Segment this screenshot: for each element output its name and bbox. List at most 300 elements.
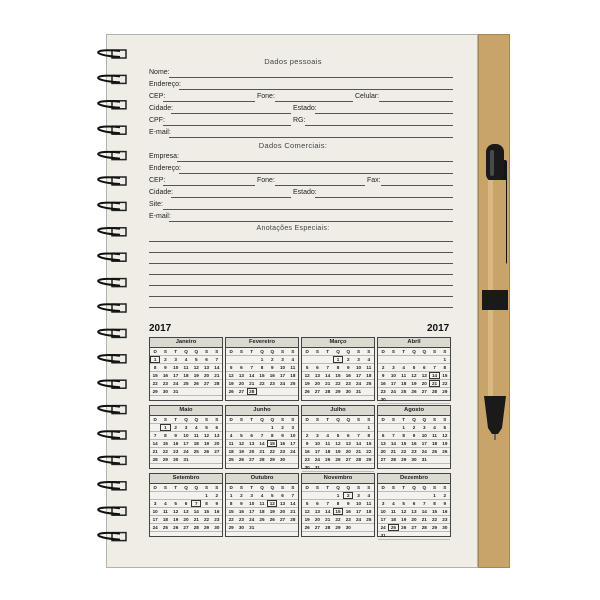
day-cell: 30 xyxy=(304,465,310,470)
day-cell: 26 xyxy=(238,457,244,462)
day-cell: 28 xyxy=(259,457,265,462)
day-cell: 24 xyxy=(355,381,362,386)
day-cell: 9 xyxy=(381,373,385,378)
day-cell: 14 xyxy=(325,509,331,514)
day-cell: 24 xyxy=(421,449,427,454)
weekday-label: D xyxy=(153,349,157,354)
day-cell: 16 xyxy=(345,373,351,378)
day-cell: 26 xyxy=(411,389,417,394)
day-cell: 6 xyxy=(240,365,243,370)
weekday-label: S xyxy=(357,349,361,354)
day-cell: 26 xyxy=(228,389,234,394)
weekday-label: Q xyxy=(346,349,351,354)
weekday-label: S xyxy=(239,417,243,422)
day-cell: 17 xyxy=(249,509,255,514)
day-cell: 14 xyxy=(390,441,396,446)
month-name: Junho xyxy=(226,406,298,416)
day-cell: 8 xyxy=(260,365,264,370)
day-cell: 25 xyxy=(162,525,168,530)
day-cell: 18 xyxy=(325,449,331,454)
day-cell: 16 xyxy=(269,373,275,378)
day-cell: 2 xyxy=(281,425,284,430)
day-cell: 17 xyxy=(173,373,179,378)
day-cell: 3 xyxy=(316,433,319,438)
day-cell: 14 xyxy=(325,373,331,378)
day-cell: 21 xyxy=(214,373,220,378)
day-cell: 5 xyxy=(305,365,309,370)
day-cell: 19 xyxy=(304,517,310,522)
weekday-label: Q xyxy=(270,417,275,422)
weekday-label: Q xyxy=(412,485,416,490)
day-cell: 25 xyxy=(366,517,372,522)
day-cell: 3 xyxy=(392,365,395,370)
day-cell: 31 xyxy=(380,533,386,538)
field-company: Empresa: xyxy=(149,153,179,160)
day-cell: 15 xyxy=(442,373,448,378)
day-cell: 7 xyxy=(392,433,395,438)
weekday-label: Q xyxy=(336,485,340,490)
day-cell: 10 xyxy=(355,501,362,506)
day-cell: 2 xyxy=(346,357,350,362)
day-cell: 22 xyxy=(335,517,341,522)
day-cell: 15 xyxy=(431,509,438,514)
day-cell: 12 xyxy=(401,509,407,514)
day-cell: 1 xyxy=(367,425,371,430)
day-cell: 1 xyxy=(150,356,160,363)
day-cell: 17 xyxy=(355,373,362,378)
day-cell: 11 xyxy=(401,373,407,378)
weekday-label: Q xyxy=(412,417,416,422)
day-cell: 15 xyxy=(333,508,343,515)
day-cell: 12 xyxy=(442,433,448,438)
day-cell: 21 xyxy=(290,509,296,514)
day-cell: 16 xyxy=(411,441,417,446)
weekday-label: D xyxy=(381,417,385,422)
day-cell: 27 xyxy=(238,389,244,394)
day-cell: 4 xyxy=(392,501,395,506)
day-cell: 23 xyxy=(173,449,179,454)
day-cell: 19 xyxy=(173,517,179,522)
day-cell: 13 xyxy=(421,373,427,378)
weekday-label: T xyxy=(174,349,178,354)
day-cell: 14 xyxy=(214,365,220,370)
day-cell: 15 xyxy=(203,509,210,514)
day-cell: 3 xyxy=(174,357,177,362)
day-cell: 18 xyxy=(366,509,372,514)
day-cell: 30 xyxy=(442,525,448,530)
day-cell: 20 xyxy=(421,381,427,386)
day-cell: 28 xyxy=(290,517,296,522)
day-cell: 7 xyxy=(291,493,295,498)
day-cell: 9 xyxy=(346,365,350,370)
day-cell: 28 xyxy=(355,457,362,462)
day-cell: 3 xyxy=(281,357,284,362)
weekday-label: S xyxy=(281,485,285,490)
day-cell: 23 xyxy=(442,517,448,522)
weekday-label: S xyxy=(281,417,285,422)
day-cell: 19 xyxy=(269,509,275,514)
day-cell: 28 xyxy=(390,457,396,462)
day-cell: 11 xyxy=(162,509,168,514)
day-cell: 7 xyxy=(433,365,436,370)
month-name: Novembro xyxy=(302,474,374,484)
day-cell: 24 xyxy=(314,457,320,462)
weekday-label: S xyxy=(315,417,319,422)
weekday-label: D xyxy=(305,417,309,422)
day-cell: 17 xyxy=(279,373,286,378)
day-cell: 23 xyxy=(304,457,310,462)
day-cell: 24 xyxy=(390,389,396,394)
day-cell: 4 xyxy=(229,433,233,438)
day-cell: 27 xyxy=(345,457,351,462)
day-cell: 3 xyxy=(291,425,295,430)
day-cell: 5 xyxy=(412,365,416,370)
weekday-label: S xyxy=(357,417,361,422)
day-cell: 11 xyxy=(183,365,189,370)
day-cell: 16 xyxy=(238,509,244,514)
day-cell: 9 xyxy=(270,365,274,370)
day-cell: 1 xyxy=(229,493,233,498)
day-cell: 12 xyxy=(411,373,417,378)
day-cell: 14 xyxy=(355,441,362,446)
day-cell: 21 xyxy=(429,380,439,387)
day-cell: 22 xyxy=(442,381,448,386)
weekday-label: S xyxy=(163,417,167,422)
day-cell: 23 xyxy=(214,517,220,522)
field-site: Site: xyxy=(149,201,164,208)
day-cell: 28 xyxy=(325,389,331,394)
day-cell: 10 xyxy=(355,365,362,370)
day-cell: 27 xyxy=(203,381,210,386)
day-cell: 2 xyxy=(343,492,353,499)
day-cell: 30 xyxy=(162,389,168,394)
day-cell: 1 xyxy=(336,493,340,498)
weekday-label: Q xyxy=(260,417,264,422)
day-cell: 24 xyxy=(173,381,179,386)
day-cell: 6 xyxy=(316,501,319,506)
day-cell: 11 xyxy=(193,433,199,438)
weekday-label: S xyxy=(239,349,243,354)
weekday-label: Q xyxy=(346,485,351,490)
day-cell: 23 xyxy=(345,381,351,386)
day-cell: 25 xyxy=(401,389,407,394)
weekday-label: Q xyxy=(194,417,199,422)
weekday-label: S xyxy=(443,485,447,490)
day-cell: 28 xyxy=(247,388,257,395)
field-cpf: CPF: xyxy=(149,117,165,124)
commercial-data-title: Dados Comerciais: xyxy=(258,141,328,150)
day-cell: 17 xyxy=(290,441,296,446)
day-cell: 20 xyxy=(380,449,386,454)
day-cell: 20 xyxy=(314,381,320,386)
month-name: Fevereiro xyxy=(226,338,298,348)
day-cell: 10 xyxy=(390,373,396,378)
day-cell: 10 xyxy=(183,433,189,438)
day-cell: 20 xyxy=(203,373,210,378)
day-cell: 2 xyxy=(305,433,309,438)
day-cell: 20 xyxy=(345,449,351,454)
day-cell: 16 xyxy=(380,381,386,386)
weekday-label: T xyxy=(174,485,178,490)
day-cell: 22 xyxy=(203,517,210,522)
day-cell: 31 xyxy=(183,457,189,462)
year-left: 2017 xyxy=(149,323,172,334)
day-cell: 20 xyxy=(183,517,189,522)
day-cell: 1 xyxy=(205,493,208,498)
day-cell: 25 xyxy=(388,524,398,531)
day-cell: 21 xyxy=(325,517,331,522)
day-cell: 6 xyxy=(422,365,426,370)
day-cell: 23 xyxy=(411,449,417,454)
day-cell: 13 xyxy=(345,441,351,446)
day-cell: 4 xyxy=(367,357,371,362)
month-name: Agosto xyxy=(378,406,450,416)
field-com-phone: Fone: xyxy=(257,177,275,184)
day-cell: 21 xyxy=(325,381,331,386)
day-cell: 3 xyxy=(153,501,157,506)
day-cell: 27 xyxy=(411,525,417,530)
day-cell: 20 xyxy=(279,509,286,514)
day-cell: 31 xyxy=(355,389,362,394)
field-name: Nome: xyxy=(149,69,170,76)
weekday-label: Q xyxy=(184,417,188,422)
day-cell: 18 xyxy=(390,517,396,522)
day-cell: 14 xyxy=(249,373,255,378)
day-cell: 2 xyxy=(381,365,385,370)
day-cell: 4 xyxy=(194,425,198,430)
day-cell: 24 xyxy=(380,525,386,530)
field-rg: RG: xyxy=(293,117,306,124)
weekday-label: T xyxy=(402,417,406,422)
weekday-label: Q xyxy=(194,485,199,490)
day-cell: 28 xyxy=(325,525,331,530)
month-name: Julho xyxy=(302,406,374,416)
day-cell: 2 xyxy=(215,493,219,498)
day-cell: 26 xyxy=(193,381,199,386)
day-cell: 25 xyxy=(366,381,372,386)
month-name: Dezembro xyxy=(378,474,450,484)
weekday-label: D xyxy=(229,349,233,354)
day-cell: 10 xyxy=(279,365,286,370)
weekday-label: D xyxy=(153,485,157,490)
day-cell: 4 xyxy=(260,493,264,498)
day-cell: 1 xyxy=(402,425,405,430)
day-cell: 5 xyxy=(205,425,208,430)
day-cell: 1 xyxy=(270,425,274,430)
day-cell: 6 xyxy=(316,365,319,370)
day-cell: 21 xyxy=(152,449,158,454)
day-cell: 26 xyxy=(203,449,210,454)
day-cell: 8 xyxy=(229,501,233,506)
field-cep: CEP: xyxy=(149,93,166,100)
day-cell: 2 xyxy=(270,357,274,362)
day-cell: 17 xyxy=(380,517,386,522)
day-cell: 31 xyxy=(314,465,320,470)
month-name: Maio xyxy=(150,406,222,416)
day-cell: 14 xyxy=(152,441,158,446)
day-cell: 23 xyxy=(269,381,275,386)
day-cell: 18 xyxy=(366,373,372,378)
day-cell: 10 xyxy=(290,433,296,438)
day-cell: 25 xyxy=(193,449,199,454)
day-cell: 4 xyxy=(402,365,405,370)
day-cell: 28 xyxy=(214,381,220,386)
day-cell: 12 xyxy=(304,509,310,514)
day-cell: 3 xyxy=(357,357,360,362)
day-cell: 13 xyxy=(314,373,320,378)
day-cell: 16 xyxy=(304,449,310,454)
weekday-label: S xyxy=(367,485,371,490)
month-name: Abril xyxy=(378,338,450,348)
day-cell: 13 xyxy=(279,501,286,506)
day-cell: 17 xyxy=(421,441,427,446)
day-cell: 26 xyxy=(173,525,179,530)
day-cell: 16 xyxy=(173,441,179,446)
day-cell: 3 xyxy=(184,425,188,430)
day-cell: 24 xyxy=(279,381,286,386)
day-cell: 6 xyxy=(215,425,219,430)
day-cell: 9 xyxy=(281,433,284,438)
day-cell: 27 xyxy=(214,449,220,454)
weekday-label: Q xyxy=(260,485,264,490)
weekday-label: S xyxy=(291,485,295,490)
day-cell: 10 xyxy=(173,365,179,370)
day-cell: 19 xyxy=(228,381,234,386)
day-cell: 21 xyxy=(355,449,362,454)
day-cell: 26 xyxy=(269,517,275,522)
weekday-label: S xyxy=(315,349,319,354)
day-cell: 28 xyxy=(431,389,438,394)
day-cell: 8 xyxy=(153,365,157,370)
day-cell: 11 xyxy=(290,365,296,370)
day-cell: 7 xyxy=(250,365,253,370)
day-cell: 21 xyxy=(259,449,265,454)
day-cell: 15 xyxy=(267,440,277,447)
weekday-label: Q xyxy=(336,349,340,354)
day-cell: 10 xyxy=(314,441,320,446)
day-cell: 30 xyxy=(279,457,286,462)
day-cell: 10 xyxy=(421,433,427,438)
day-cell: 6 xyxy=(412,501,416,506)
day-cell: 10 xyxy=(249,501,255,506)
field-fax: Fax: xyxy=(367,177,381,184)
day-cell: 24 xyxy=(152,525,158,530)
day-cell: 27 xyxy=(421,389,427,394)
day-cell: 18 xyxy=(259,509,265,514)
day-cell: 22 xyxy=(228,517,234,522)
weekday-label: D xyxy=(153,417,157,422)
weekday-label: Q xyxy=(184,485,188,490)
day-cell: 6 xyxy=(381,433,385,438)
day-cell: 14 xyxy=(429,372,439,379)
day-cell: 3 xyxy=(422,425,426,430)
day-cell: 26 xyxy=(304,525,310,530)
day-cell: 22 xyxy=(269,449,275,454)
day-cell: 20 xyxy=(249,449,255,454)
weekday-label: S xyxy=(239,485,243,490)
day-cell: 18 xyxy=(193,441,199,446)
weekday-label: S xyxy=(281,349,285,354)
weekday-label: Q xyxy=(336,417,340,422)
day-cell: 8 xyxy=(367,433,371,438)
day-cell: 11 xyxy=(325,441,331,446)
weekday-label: T xyxy=(326,417,330,422)
day-cell: 14 xyxy=(290,501,296,506)
weekday-label: T xyxy=(174,417,178,422)
day-cell: 15 xyxy=(366,441,372,446)
day-cell: 7 xyxy=(422,501,426,506)
day-cell: 24 xyxy=(290,449,296,454)
day-cell: 25 xyxy=(290,381,296,386)
day-cell: 25 xyxy=(183,381,189,386)
day-cell: 22 xyxy=(162,449,168,454)
day-cell: 8 xyxy=(336,501,340,506)
day-cell: 27 xyxy=(314,389,320,394)
day-cell: 19 xyxy=(238,449,244,454)
weekday-label: Q xyxy=(260,349,264,354)
day-cell: 9 xyxy=(174,433,177,438)
day-cell: 12 xyxy=(304,373,310,378)
weekday-label: Q xyxy=(422,485,427,490)
special-notes-title: Anotações Especiais: xyxy=(256,225,330,232)
day-cell: 18 xyxy=(183,373,189,378)
day-cell: 17 xyxy=(390,381,396,386)
day-cell: 31 xyxy=(249,525,255,530)
weekday-label: Q xyxy=(270,485,275,490)
day-cell: 8 xyxy=(402,433,405,438)
day-cell: 24 xyxy=(355,517,362,522)
day-cell: 15 xyxy=(152,373,158,378)
day-cell: 18 xyxy=(228,449,234,454)
weekday-label: S xyxy=(433,417,437,422)
day-cell: 5 xyxy=(443,425,447,430)
day-cell: 23 xyxy=(238,517,244,522)
day-cell: 5 xyxy=(174,501,177,506)
day-cell: 12 xyxy=(228,373,234,378)
day-cell: 28 xyxy=(152,457,158,462)
day-cell: 13 xyxy=(214,433,220,438)
day-cell: 1 xyxy=(433,493,436,498)
weekday-label: D xyxy=(229,485,233,490)
day-cell: 6 xyxy=(281,493,284,498)
field-city: Cidade: xyxy=(149,105,174,112)
day-cell: 26 xyxy=(442,449,448,454)
day-cell: 12 xyxy=(193,365,199,370)
day-cell: 30 xyxy=(214,525,220,530)
day-cell: 17 xyxy=(355,509,362,514)
day-cell: 12 xyxy=(335,441,341,446)
day-cell: 11 xyxy=(228,441,234,446)
weekday-label: S xyxy=(315,485,319,490)
weekday-label: T xyxy=(402,349,406,354)
day-cell: 1 xyxy=(333,356,343,363)
day-cell: 6 xyxy=(184,501,188,506)
weekday-label: S xyxy=(291,349,295,354)
day-cell: 13 xyxy=(380,441,386,446)
day-cell: 11 xyxy=(366,501,372,506)
day-cell: 22 xyxy=(366,449,372,454)
weekday-label: Q xyxy=(270,349,275,354)
day-cell: 21 xyxy=(421,517,427,522)
day-cell: 30 xyxy=(345,389,351,394)
day-cell: 19 xyxy=(401,517,407,522)
day-cell: 27 xyxy=(314,525,320,530)
day-cell: 16 xyxy=(442,509,448,514)
day-cell: 7 xyxy=(260,433,264,438)
day-cell: 30 xyxy=(238,525,244,530)
day-cell: 21 xyxy=(193,517,199,522)
day-cell: 12 xyxy=(267,500,277,507)
